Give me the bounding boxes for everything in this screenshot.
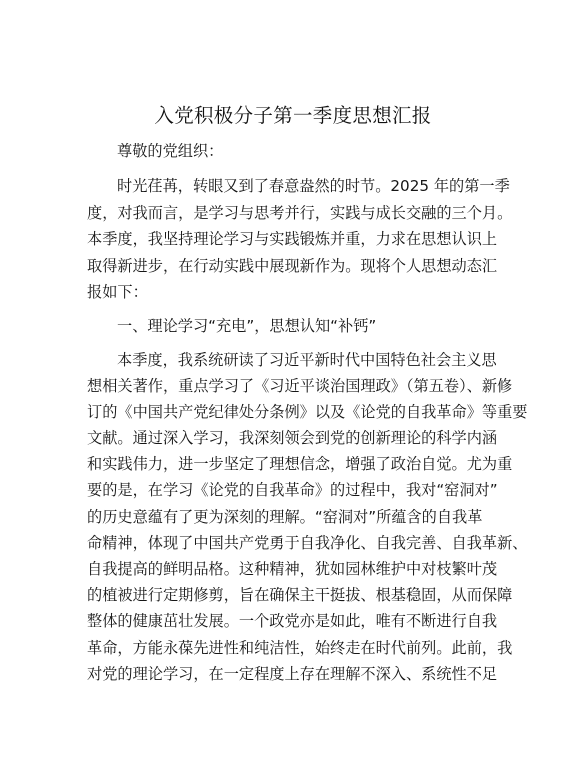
body-line: 订的《中国共产党纪律处分条例》以及《论党的自我革命》等重要 [87,403,528,421]
body-line: 的历史意蕴有了更为深刻的理解。“窑洞对”所蕴含的自我革 [87,508,483,526]
body-line: 本季度，我系统研读了习近平新时代中国特色社会主义思 [117,351,497,369]
body-line: 自我提高的鲜明品格。这种精神，犹如园林维护中对枝繁叶茂 [87,560,498,578]
intro-line: 取得新进步，在行动实践中展现新作为。现将个人思想动态汇 [87,257,498,275]
body-line: 命精神，体现了中国共产党勇于自我净化、自我完善、自我革新、 [87,534,528,552]
body-line: 革命，方能永葆先进性和纯洁性，始终走在时代前列。此前，我 [87,639,513,657]
intro-line: 报如下： [87,283,148,301]
intro-line: 本季度，我坚持理论学习与实践锻炼并重，力求在思想认识上 [87,230,498,248]
intro-line: 度，对我而言，是学习与思考并行，实践与成长交融的三个月。 [87,204,513,222]
body-line: 文献。通过深入学习，我深刻领会到党的创新理论的科学内涵 [87,429,498,447]
section-heading: 一、理论学习“充电”，思想认知“补钙” [117,317,377,335]
intro-line: 时光荏苒，转眼又到了春意盎然的时节。2025 年的第一季 [117,177,510,195]
body-line: 的植被进行定期修剪，旨在确保主干挺拔、根基稳固，从而保障 [87,586,513,604]
body-line: 整体的健康茁壮发展。一个政党亦是如此，唯有不断进行自我 [87,612,498,630]
body-line: 要的是，在学习《论党的自我革命》的过程中，我对“窑洞对” [87,481,498,499]
body-line: 对党的理论学习，在一定程度上存在理解不深入、系统性不足 [87,665,498,683]
salutation: 尊敬的党组织： [117,142,224,160]
document-title: 入党积极分子第一季度思想汇报 [154,104,432,127]
body-line: 和实践伟力，进一步坚定了理想信念，增强了政治自觉。尤为重 [87,455,513,473]
body-line: 想相关著作，重点学习了《习近平谈治国理政》（第五卷）、新修 [87,377,513,395]
